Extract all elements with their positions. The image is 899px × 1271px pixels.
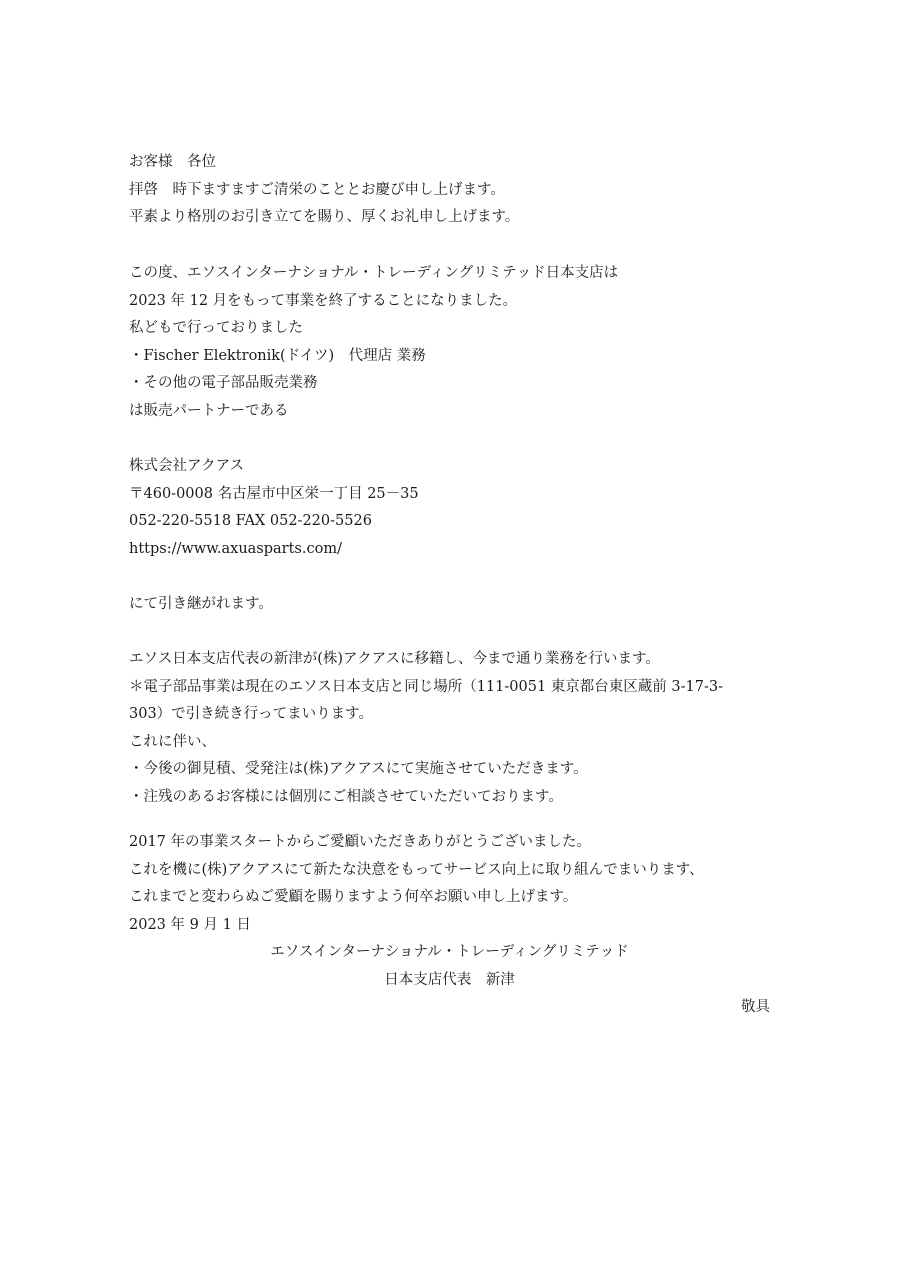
greeting-line-2: 平素より格別のお引き立てを賜り、厚くお礼申し上げます。	[129, 209, 520, 225]
sender-person: 日本支店代表 新津	[384, 972, 515, 988]
announcement-line-2: 2023 年 12 月をもって事業を終了することになりました。	[129, 293, 518, 309]
details-line-6: ・注残のあるお客様には個別にご相談させていただいております。	[129, 789, 563, 805]
closing-line-2: これを機に(株)アクアスにて新たな決意をもってサービス向上に取り組んでまいります、	[129, 862, 704, 878]
sender-company: エソスインターナショナル・トレーディングリミテッド	[270, 944, 629, 960]
sign-off: 敬具	[741, 999, 770, 1015]
announcement-line-3: 私どもで行っておりました	[129, 320, 303, 336]
details-line-2: ＊電子部品事業は現在のエソス日本支店と同じ場所（111-0051 東京都台東区蔵前 3-17-3-	[129, 679, 724, 695]
announcement-line-4: ・Fischer Elektronik(ドイツ) 代理店 業務	[129, 348, 426, 364]
details-line-4: これに伴い、	[129, 734, 216, 750]
closing-line-3: これまでと変わらぬご愛顧を賜りますよう何卒お願い申し上げます。	[129, 889, 578, 905]
announcement-line-5: ・その他の電子部品販売業務	[129, 375, 318, 391]
announcement-line-6: は販売パートナーである	[129, 403, 289, 419]
details-line-3: 303）で引き続き行ってまいります。	[129, 706, 374, 722]
partner-address: 〒460-0008 名古屋市中区栄一丁目 25－35	[129, 486, 419, 502]
partner-name: 株式会社アクアス	[129, 458, 244, 474]
closing-line-1: 2017 年の事業スタートからご愛顧いただきありがとうございました。	[129, 834, 592, 850]
partner-phone-fax: 052-220-5518 FAX 052-220-5526	[129, 513, 372, 529]
details-line-1: エソス日本支店代表の新津が(株)アクアスに移籍し、今まで通り業務を行います。	[129, 651, 660, 667]
salutation: お客様 各位	[129, 154, 216, 170]
announcement-line-1: この度、エソスインターナショナル・トレーディングリミテッド日本支店は	[129, 265, 619, 281]
details-line-5: ・今後の御見積、受発注は(株)アクアスにて実施させていただきます。	[129, 761, 588, 777]
handover-line: にて引き継がれます。	[129, 596, 273, 612]
greeting-line-1: 拝啓 時下ますますご清栄のこととお慶び申し上げます。	[129, 182, 505, 198]
letter-date: 2023 年 9 月 1 日	[129, 917, 251, 933]
partner-website[interactable]	[129, 539, 342, 559]
partner-website-link[interactable]: https://www.axuasparts.com/	[129, 541, 342, 557]
